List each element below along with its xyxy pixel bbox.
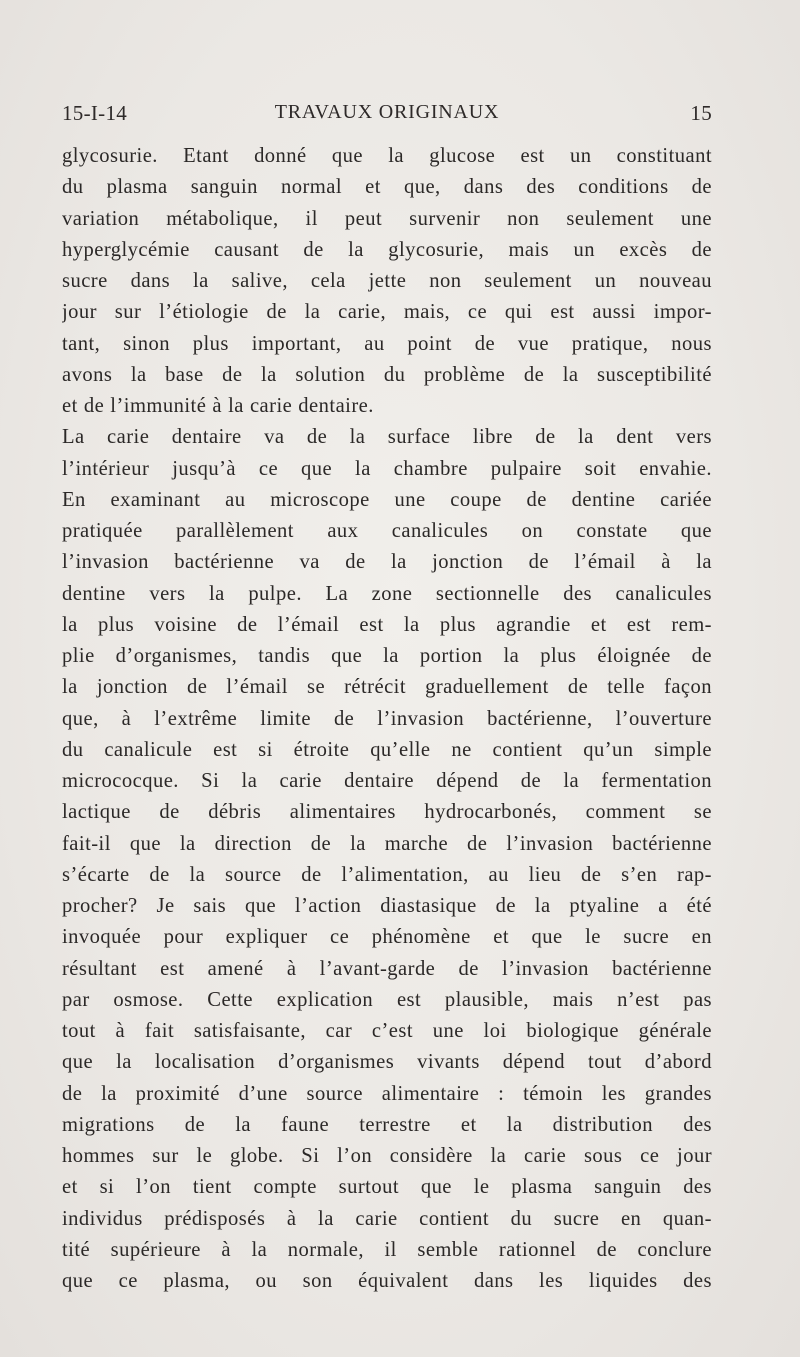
text-line: tité supérieure à la normale, il semble rationnel de conclure [62, 1238, 712, 1261]
text-line: migrations de la faune terrestre et la distribution des [62, 1113, 712, 1136]
page-number: 15 [690, 101, 712, 125]
text-line: micrococque. Si la carie dentaire dépend de la fermentation [62, 770, 712, 792]
body-text [62, 141, 712, 1297]
text-line: individus prédisposés à la carie contient du sucre en quan- [62, 1207, 712, 1230]
text-line: variation métabolique, il peut survenir non seulement une [62, 207, 712, 230]
text-line: hommes sur le globe. Si l’on considère la carie sous ce jour [62, 1145, 712, 1167]
text-line: et si l’on tient compte surtout que le plasma sanguin des [62, 1176, 712, 1199]
text-line: de la proximité d’une source alimentaire : témoin les grandes [62, 1082, 712, 1105]
running-head-date: 15-I-14 [62, 101, 128, 125]
text-line: En examinant au microscope une coupe de dentine cariée [62, 488, 712, 511]
text-line: s’écarte de la source de l’alimentation, au lieu de s’en rap- [62, 863, 712, 886]
text-line: avons la base de la solution du problème de la susceptibilité [62, 363, 712, 386]
text-line: dentine vers la pulpe. La zone sectionnelle des canalicules [62, 582, 712, 605]
text-line: hyperglycémie causant de la glycosurie, mais un excès de [62, 238, 712, 261]
text-line: du canalicule est si étroite qu’elle ne contient qu’un simple [62, 738, 712, 761]
text-line: tant, sinon plus important, au point de vue pratique, nous [62, 332, 712, 355]
text-line: la plus voisine de l’émail est la plus agrandie et est rem- [62, 613, 712, 636]
text-line: du plasma sanguin normal et que, dans des conditions de [62, 176, 712, 199]
text-line: tout à fait satisfaisante, car c’est une loi biologique générale [62, 1020, 712, 1042]
text-line: plie d’organismes, tandis que la portion la plus éloignée de [62, 645, 712, 667]
text-line: lactique de débris alimentaires hydrocarbonés, comment se [62, 801, 712, 824]
paragraph-start-line: La carie dentaire va de la surface libre de la dent vers [62, 426, 712, 449]
text-line: l’invasion bactérienne va de la jonction de l’émail à la [62, 551, 712, 574]
text-line: procher? Je sais que l’action diastasique de la ptyaline a été [62, 895, 712, 917]
text-line: l’intérieur jusqu’à ce que la chambre pulpaire soit envahie. [62, 457, 712, 480]
paragraph-end-line: et de l’immunité à la carie dentaire. [62, 395, 374, 417]
text-line: que, à l’extrême limite de l’invasion bactérienne, l’ouverture [62, 707, 712, 730]
text-line: invoquée pour expliquer ce phénomène et que le sucre en [62, 926, 712, 949]
text-line: la jonction de l’émail se rétrécit graduellement de telle façon [62, 676, 712, 699]
text-line: par osmose. Cette explication est plausible, mais n’est pas [62, 988, 712, 1011]
text-line: que ce plasma, ou son équivalent dans les liquides des [62, 1270, 712, 1292]
text-line: pratiquée parallèlement aux canalicules on constate que [62, 520, 712, 542]
running-head [62, 101, 712, 129]
text-line: jour sur l’étiologie de la carie, mais, ce qui est aussi impor- [62, 301, 712, 324]
text-line: glycosurie. Etant donné que la glucose est un constituant [62, 145, 712, 167]
text-line: fait-il que la direction de la marche de l’invasion bactérienne [62, 832, 712, 855]
running-head-title: TRAVAUX ORIGINAUX [274, 101, 500, 123]
text-line: sucre dans la salive, cela jette non seulement un nouveau [62, 270, 712, 292]
text-line: résultant est amené à l’avant-garde de l’invasion bactérienne [62, 957, 712, 980]
text-line: que la localisation d’organismes vivants dépend tout d’abord [62, 1051, 712, 1074]
